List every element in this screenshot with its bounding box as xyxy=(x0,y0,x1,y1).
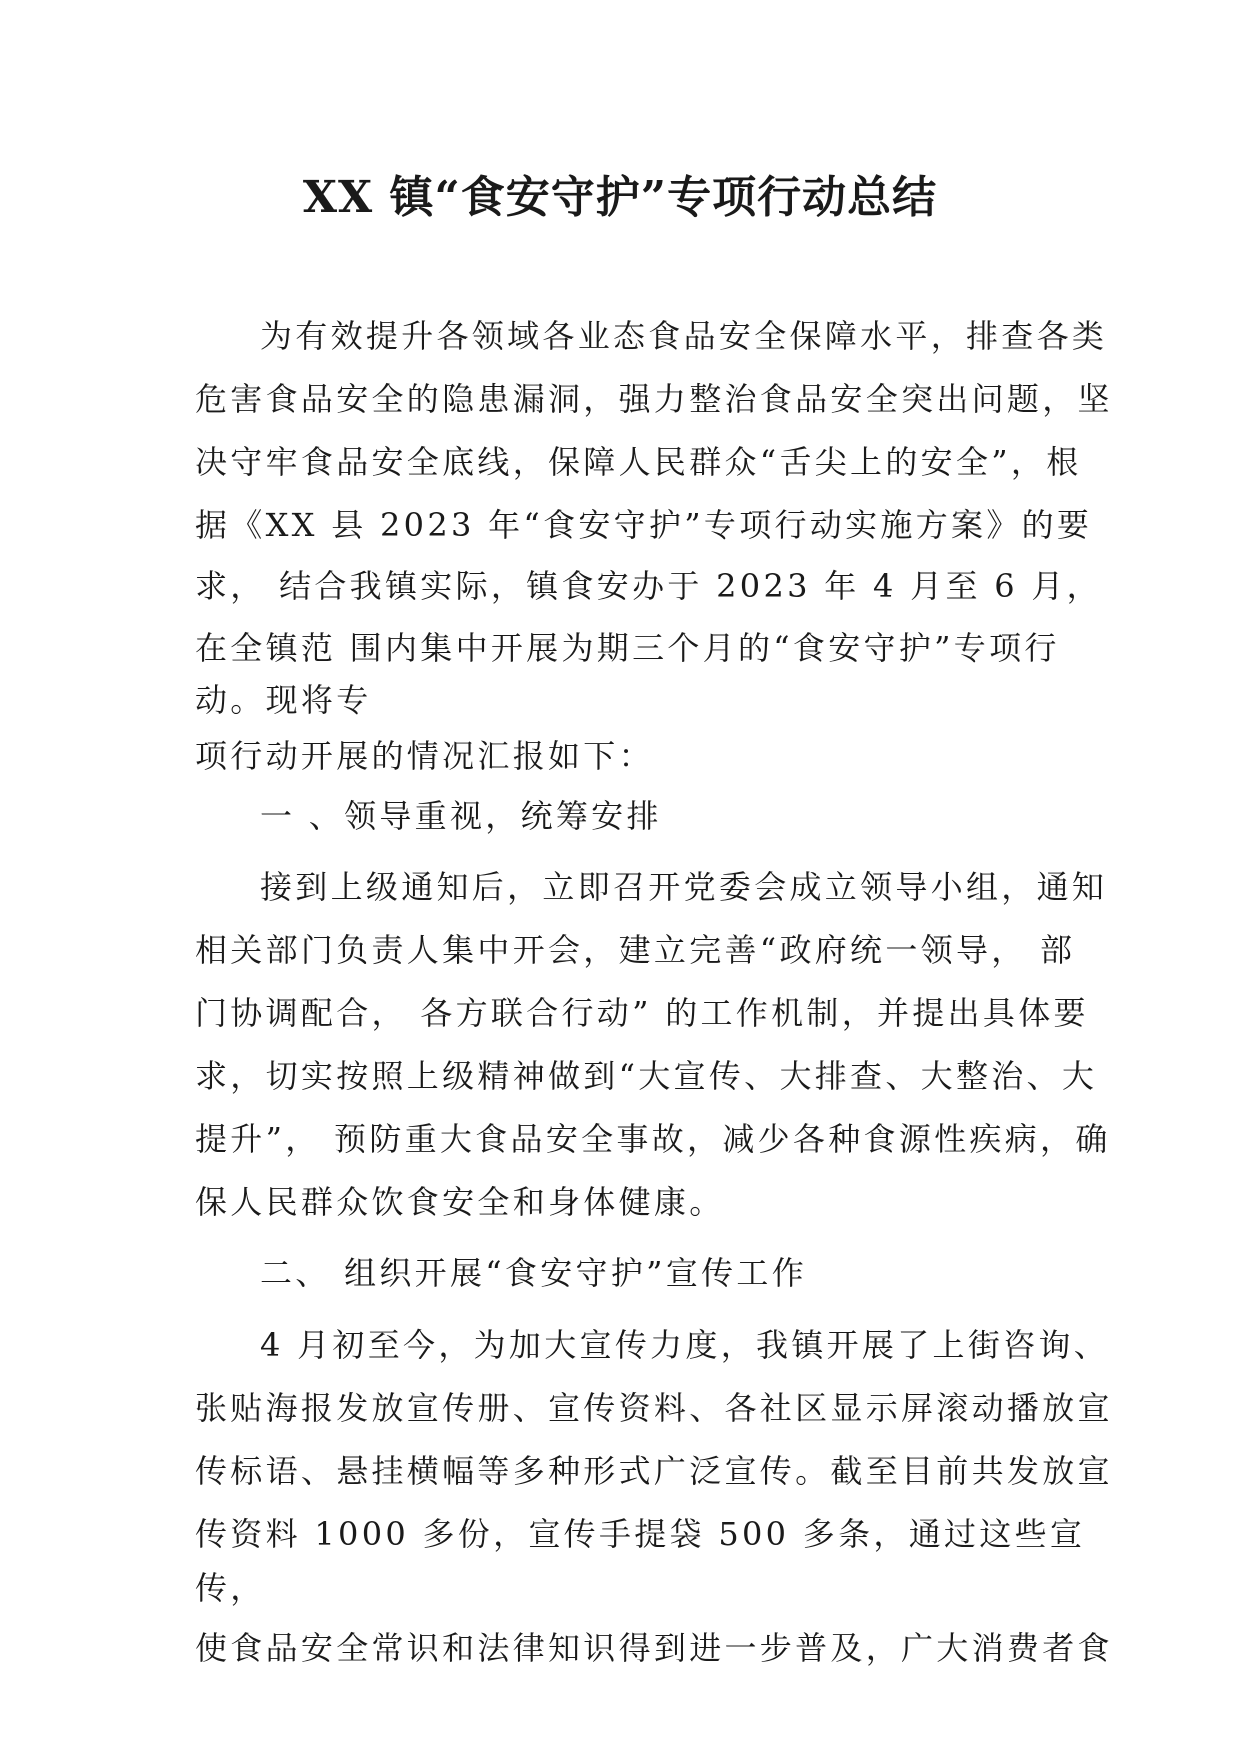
body-line: 求，切实按照上级精神做到“大宣传、大排查、大整治、大 xyxy=(195,1057,1098,1095)
body-line: 4 月初至今，为加大宣传力度，我镇开展了上街咨询、 xyxy=(260,1326,1110,1364)
body-line: 为有效提升各领域各业态食品安全保障水平，排查各类 xyxy=(260,317,1108,355)
document-title: XX 镇“食安守护”专项行动总结 xyxy=(302,172,938,223)
body-line: 传标语、悬挂横幅等多种形式广泛宣传。截至目前共发放宣 xyxy=(195,1452,1113,1490)
body-line: 决守牢食品安全底线，保障人民群众“舌尖上的安全”，根 xyxy=(195,443,1082,481)
body-line: 动。现将专 xyxy=(195,681,372,719)
body-line: 提升”， 预防重大食品安全事故，减少各种食源性疾病，确 xyxy=(195,1120,1111,1158)
body-line: 危害食品安全的隐患漏洞，强力整治食品安全突出问题，坚 xyxy=(195,380,1113,418)
body-line: 在全镇范 围内集中开展为期三个月的“食安守护”专项行 xyxy=(195,629,1060,667)
section-heading-2: 二、 组织开展“食安守护”宣传工作 xyxy=(260,1254,807,1292)
body-line: 门协调配合， 各方联合行动” 的工作机制，并提出具体要 xyxy=(195,994,1089,1032)
body-line: 张贴海报发放宣传册、宣传资料、各社区显示屏滚动播放宣 xyxy=(195,1389,1113,1427)
body-line: 接到上级通知后，立即召开党委会成立领导小组，通知 xyxy=(260,868,1108,906)
body-line: 传资料 1000 多份，宣传手提袋 500 多条，通过这些宣 xyxy=(195,1515,1086,1553)
section-heading-1: 一 、领导重视，统筹安排 xyxy=(260,797,662,835)
body-line: 据《XX 县 2023 年“食安守护”专项行动实施方案》的要 xyxy=(195,506,1093,544)
body-line: 使食品安全常识和法律知识得到进一步普及，广大消费者食 xyxy=(195,1629,1113,1667)
body-line: 求， 结合我镇实际，镇食安办于 2023 年 4 月至 6 月， xyxy=(195,567,1102,605)
body-line: 项行动开展的情况汇报如下： xyxy=(195,737,654,775)
body-line: 传， xyxy=(195,1569,266,1607)
body-line: 保人民群众饮食安全和身体健康。 xyxy=(195,1183,725,1221)
body-line: 相关部门负责人集中开会，建立完善“政府统一领导， 部 xyxy=(195,931,1076,969)
